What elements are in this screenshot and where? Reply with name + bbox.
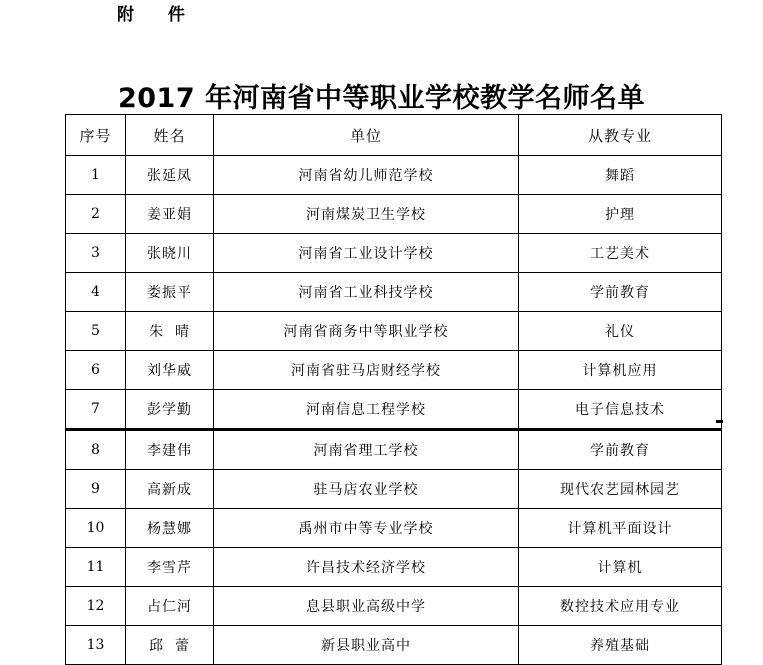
table-row — [66, 312, 722, 351]
cell-name: 李建伟 — [126, 430, 214, 470]
cell-unit: 新县职业高中 — [214, 626, 519, 665]
attachment-label: 附 件 — [117, 5, 199, 25]
cell-major: 礼仪 — [519, 312, 722, 351]
cell-major: 养殖基础 — [519, 626, 722, 665]
table-row — [66, 626, 722, 665]
cell-seq: 10 — [66, 509, 126, 548]
document-title: 2017 年河南省中等职业学校教学名师名单 — [117, 83, 646, 114]
cell-major: 学前教育 — [519, 273, 722, 312]
cell-seq: 4 — [66, 273, 126, 312]
cell-major: 学前教育 — [519, 430, 722, 470]
header-unit: 单位 — [214, 115, 519, 156]
header-name: 姓名 — [126, 115, 214, 156]
cell-name: 张晓川 — [126, 234, 214, 273]
cell-unit: 息县职业高级中学 — [214, 587, 519, 626]
cell-seq: 3 — [66, 234, 126, 273]
cell-unit: 河南省商务中等职业学校 — [214, 312, 519, 351]
table-row — [66, 234, 722, 273]
table-row — [66, 273, 722, 312]
cell-unit: 河南信息工程学校 — [214, 390, 519, 430]
header-major: 从教专业 — [519, 115, 722, 156]
row-divider-line — [716, 420, 723, 423]
cell-major: 电子信息技术 — [519, 390, 722, 430]
cell-seq: 8 — [66, 430, 126, 470]
cell-seq: 12 — [66, 587, 126, 626]
cell-name: 彭学勤 — [126, 390, 214, 430]
cell-seq: 11 — [66, 548, 126, 587]
table-row — [66, 430, 722, 470]
cell-major: 计算机 — [519, 548, 722, 587]
cell-major: 计算机应用 — [519, 351, 722, 390]
cell-unit: 河南省幼儿师范学校 — [214, 156, 519, 195]
cell-name: 高新成 — [126, 470, 214, 509]
table-header-row — [66, 115, 722, 156]
cell-unit: 河南省驻马店财经学校 — [214, 351, 519, 390]
table-row — [66, 195, 722, 234]
header-seq: 序号 — [66, 115, 126, 156]
cell-unit: 河南煤炭卫生学校 — [214, 195, 519, 234]
teacher-roster-table — [65, 114, 722, 665]
cell-name: 娄振平 — [126, 273, 214, 312]
table-row — [66, 470, 722, 509]
table-row — [66, 156, 722, 195]
cell-seq: 1 — [66, 156, 126, 195]
cell-major: 数控技术应用专业 — [519, 587, 722, 626]
cell-name: 占仁河 — [126, 587, 214, 626]
cell-name: 李雪芹 — [126, 548, 214, 587]
cell-name: 邱 蕾 — [126, 626, 214, 665]
cell-seq: 7 — [66, 390, 126, 430]
cell-unit: 驻马店农业学校 — [214, 470, 519, 509]
table-row — [66, 587, 722, 626]
cell-name: 张延凤 — [126, 156, 214, 195]
cell-unit: 河南省理工学校 — [214, 430, 519, 470]
cell-unit: 禹州市中等专业学校 — [214, 509, 519, 548]
cell-major: 护理 — [519, 195, 722, 234]
cell-unit: 河南省工业设计学校 — [214, 234, 519, 273]
cell-seq: 2 — [66, 195, 126, 234]
table-row — [66, 390, 722, 430]
table-row — [66, 509, 722, 548]
table-row — [66, 351, 722, 390]
table-row — [66, 548, 722, 587]
cell-major: 计算机平面设计 — [519, 509, 722, 548]
cell-major: 现代农艺园林园艺 — [519, 470, 722, 509]
cell-major: 工艺美术 — [519, 234, 722, 273]
cell-name: 朱 晴 — [126, 312, 214, 351]
cell-seq: 13 — [66, 626, 126, 665]
cell-major: 舞蹈 — [519, 156, 722, 195]
cell-seq: 6 — [66, 351, 126, 390]
cell-unit: 许昌技术经济学校 — [214, 548, 519, 587]
cell-name: 杨慧娜 — [126, 509, 214, 548]
cell-seq: 5 — [66, 312, 126, 351]
cell-seq: 9 — [66, 470, 126, 509]
cell-name: 姜亚娟 — [126, 195, 214, 234]
cell-unit: 河南省工业科技学校 — [214, 273, 519, 312]
cell-name: 刘华威 — [126, 351, 214, 390]
